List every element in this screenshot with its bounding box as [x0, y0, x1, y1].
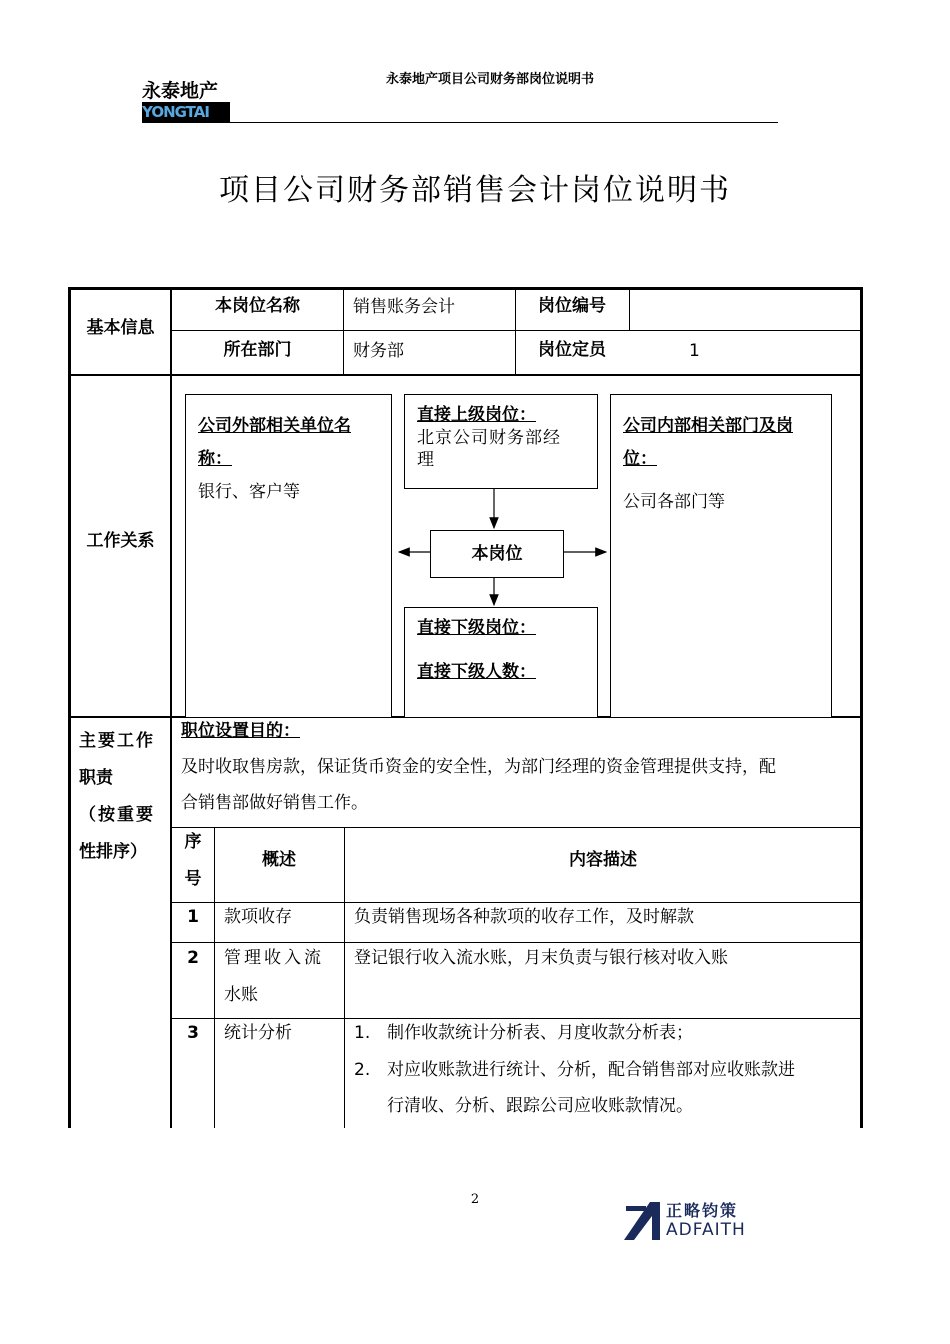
department-value: 财务部 [353, 341, 404, 361]
row-3-item-1: 制作收款统计分析表、月度收款分析表； [387, 1023, 693, 1043]
row-3-summary: 统计分析 [224, 1023, 292, 1043]
this-position-label: 本岗位 [471, 544, 523, 564]
duties-label-line2: 职责 [79, 768, 113, 788]
page-title: 项目公司财务部销售会计岗位说明书 [219, 173, 731, 208]
basic-info-label: 基本信息 [86, 318, 155, 338]
footer-brand-logo [622, 1198, 757, 1242]
row-1-description: 负责销售现场各种款项的收存工作，及时解款 [354, 907, 694, 927]
superior-value-line2: 理 [417, 450, 434, 470]
divider [172, 1018, 862, 1019]
row-3-item-2-line2: 行清收、分析、跟踪公司应收账款情况。 [387, 1096, 693, 1116]
divider [172, 942, 862, 943]
header-divider [142, 122, 778, 123]
adfaith-mark-icon [622, 1200, 662, 1242]
superior-value-line1: 北京公司财务部经 [417, 428, 561, 448]
purpose-line1: 及时收取售房款，保证货币资金的安全性，为部门经理的资金管理提供支持，配 [181, 757, 776, 777]
internal-value: 公司各部门等 [623, 492, 725, 512]
divider [172, 902, 862, 903]
col-summary: 概述 [262, 850, 296, 870]
purpose-title: 职位设置目的： [181, 721, 300, 741]
row-2-no: 2 [187, 948, 199, 968]
duties-label-line1: 主要工作 [79, 731, 155, 751]
brand-cn: 正略钧策 [666, 1201, 739, 1220]
logo-cn-text: 永泰地产 [142, 80, 219, 102]
brand-en: ADFAITH [666, 1220, 746, 1240]
col-no-line2: 号 [184, 869, 202, 889]
logo-en-text: YONGTAI [142, 102, 230, 122]
divider [344, 827, 345, 1128]
duties-label [79, 723, 167, 871]
relation-arrows [71, 290, 863, 720]
superior-title: 直接上级岗位： [417, 405, 536, 425]
company-logo [142, 80, 230, 122]
external-title-line1: 公司外部相关单位名 [198, 416, 351, 436]
duties-label-line4: 性排序） [79, 842, 147, 862]
row-2-description: 登记银行收入流水账，月末负责与银行核对收入账 [354, 948, 728, 968]
doc-header: 永泰地产项目公司财务部岗位说明书 [386, 72, 595, 87]
external-value: 银行、客户等 [198, 482, 300, 502]
job-description-table [68, 287, 863, 1128]
subordinate-title: 直接下级岗位： [417, 618, 536, 638]
col-description: 内容描述 [569, 850, 637, 870]
work-relations-label: 工作关系 [86, 531, 155, 551]
row-3-item-1-marker: 1. [354, 1023, 371, 1043]
position-name-label: 本岗位名称 [215, 296, 300, 316]
row-2-summary-line1: 管理收入流 [224, 948, 324, 968]
headcount-value: 1 [689, 341, 700, 361]
page-number: 2 [470, 1192, 480, 1207]
divider [214, 827, 215, 1128]
row-3-no: 3 [187, 1023, 199, 1043]
department-label: 所在部门 [223, 340, 292, 360]
internal-title-line2: 位： [623, 449, 657, 469]
row-1-summary: 款项收存 [224, 907, 292, 927]
duties-label-line3: （按重要 [79, 805, 155, 825]
row-3-item-2-marker: 2. [354, 1060, 371, 1080]
position-code-label: 岗位编号 [538, 296, 606, 316]
row-1-no: 1 [187, 907, 199, 927]
headcount-label: 岗位定员 [538, 340, 606, 360]
subordinate-count: 直接下级人数： [417, 662, 536, 682]
purpose-line2: 合销售部做好销售工作。 [181, 793, 368, 813]
position-name-value: 销售账务会计 [353, 297, 455, 317]
external-title-line2: 称： [198, 449, 232, 469]
row-3-item-2-line1: 对应收账款进行统计、分析，配合销售部对应收账款进 [387, 1060, 795, 1080]
row-2-summary-line2: 水账 [224, 985, 258, 1005]
internal-title-line1: 公司内部相关部门及岗 [623, 416, 793, 436]
divider [172, 827, 862, 828]
col-no-line1: 序 [184, 832, 202, 852]
